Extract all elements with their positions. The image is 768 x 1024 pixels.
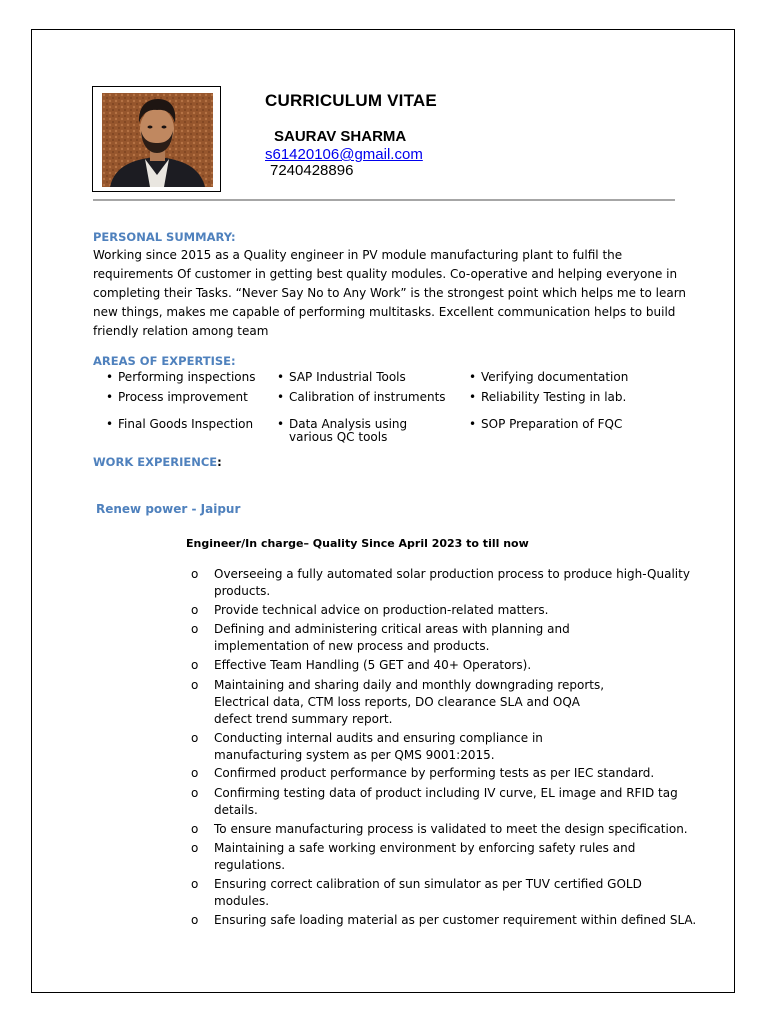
profile-photo-frame: [92, 86, 221, 192]
phone-number: 7240428896: [270, 162, 354, 179]
duty-line: Electrical data, CTM loss reports, DO clearance SLA and OQA: [214, 695, 580, 709]
duty-line: defect trend summary report.: [214, 712, 393, 726]
duty-text: [214, 677, 604, 728]
duty-line: Ensuring correct calibration of sun simulator as per TUV certified GOLD: [214, 877, 642, 891]
duty-line: products.: [214, 584, 271, 598]
email-link[interactable]: s61420106@gmail.com: [265, 146, 423, 163]
duty-text: [214, 621, 570, 655]
duty-line: Conducting internal audits and ensuring compliance in: [214, 731, 543, 745]
bullet-icon: •: [106, 370, 114, 384]
duty-line: Ensuring safe loading material as per customer requirement within defined SLA.: [214, 913, 697, 927]
summary-line: new things, makes me capable of performing multitasks. Excellent communication helps to build: [93, 305, 676, 319]
duty-text: [214, 785, 678, 819]
duty-text: [214, 821, 688, 838]
job-role: Engineer/In charge– Quality Since April 2023 to till now: [186, 537, 529, 550]
candidate-name: SAURAV SHARMA: [274, 128, 407, 145]
bullet-icon: •: [277, 370, 285, 384]
duty-line: Provide technical advice on production-related matters.: [214, 603, 549, 617]
duty-line: implementation of new process and products.: [214, 639, 490, 653]
circle-bullet-icon: o: [191, 731, 199, 745]
bullet-icon: •: [469, 417, 477, 431]
duty-line: Confirming testing data of product including IV curve, EL image and RFID tag: [214, 786, 678, 800]
duty-line: modules.: [214, 894, 270, 908]
bullet-icon: •: [106, 417, 114, 431]
duty-text: [214, 602, 548, 619]
circle-bullet-icon: o: [191, 622, 199, 636]
duty-line: details.: [214, 803, 258, 817]
duty-line: Maintaining and sharing daily and monthly downgrading reports,: [214, 678, 605, 692]
circle-bullet-icon: o: [191, 567, 199, 581]
work-experience-heading: WORK EXPERIENCE:: [93, 455, 222, 469]
profile-photo: [102, 93, 213, 187]
personal-summary-heading: PERSONAL SUMMARY:: [93, 230, 236, 244]
document-title: CURRICULUM VITAE: [265, 91, 437, 110]
duty-text: [214, 912, 696, 929]
company-name: Renew power - Jaipur: [96, 502, 241, 516]
circle-bullet-icon: o: [191, 841, 199, 855]
duty-line: Effective Team Handling (5 GET and 40+ Operators).: [214, 658, 532, 672]
duty-text: [214, 840, 635, 874]
circle-bullet-icon: o: [191, 822, 199, 836]
duty-line: To ensure manufacturing process is validated to meet the design specification.: [214, 822, 688, 836]
duty-line: Maintaining a safe working environment by enforcing safety rules and: [214, 841, 636, 855]
circle-bullet-icon: o: [191, 603, 199, 617]
summary-line: friendly relation among team: [93, 324, 269, 338]
duty-text: [214, 657, 531, 674]
circle-bullet-icon: o: [191, 786, 199, 800]
summary-line: completing their Tasks. “Never Say No to Any Work” is the strongest point which helps me to learn: [93, 286, 687, 300]
circle-bullet-icon: o: [191, 658, 199, 672]
duty-line: Confirmed product performance by performing tests as per IEC standard.: [214, 766, 655, 780]
personal-summary-text: [93, 246, 686, 341]
bullet-icon: •: [277, 390, 285, 404]
header-divider: [93, 199, 675, 201]
circle-bullet-icon: o: [191, 678, 199, 692]
bullet-icon: •: [277, 417, 285, 431]
expertise-heading: AREAS OF EXPERTISE:: [93, 354, 236, 368]
bullet-icon: •: [106, 390, 114, 404]
duty-line: regulations.: [214, 858, 286, 872]
duty-line: Overseeing a fully automated solar production process to produce high-Quality: [214, 567, 690, 581]
circle-bullet-icon: o: [191, 766, 199, 780]
bullet-icon: •: [469, 370, 477, 384]
duty-text: [214, 765, 654, 782]
duty-line: Defining and administering critical areas with planning and: [214, 622, 570, 636]
bullet-icon: •: [469, 390, 477, 404]
circle-bullet-icon: o: [191, 913, 199, 927]
duty-text: [214, 876, 642, 910]
summary-line: Working since 2015 as a Quality engineer in PV module manufacturing plant to fulfil the: [93, 248, 623, 262]
duty-text: [214, 566, 690, 600]
duty-text: [214, 730, 543, 764]
duty-line: manufacturing system as per QMS 9001:2015.: [214, 748, 495, 762]
summary-line: requirements Of customer in getting best quality modules. Co-operative and helping everyone in: [93, 267, 678, 281]
circle-bullet-icon: o: [191, 877, 199, 891]
